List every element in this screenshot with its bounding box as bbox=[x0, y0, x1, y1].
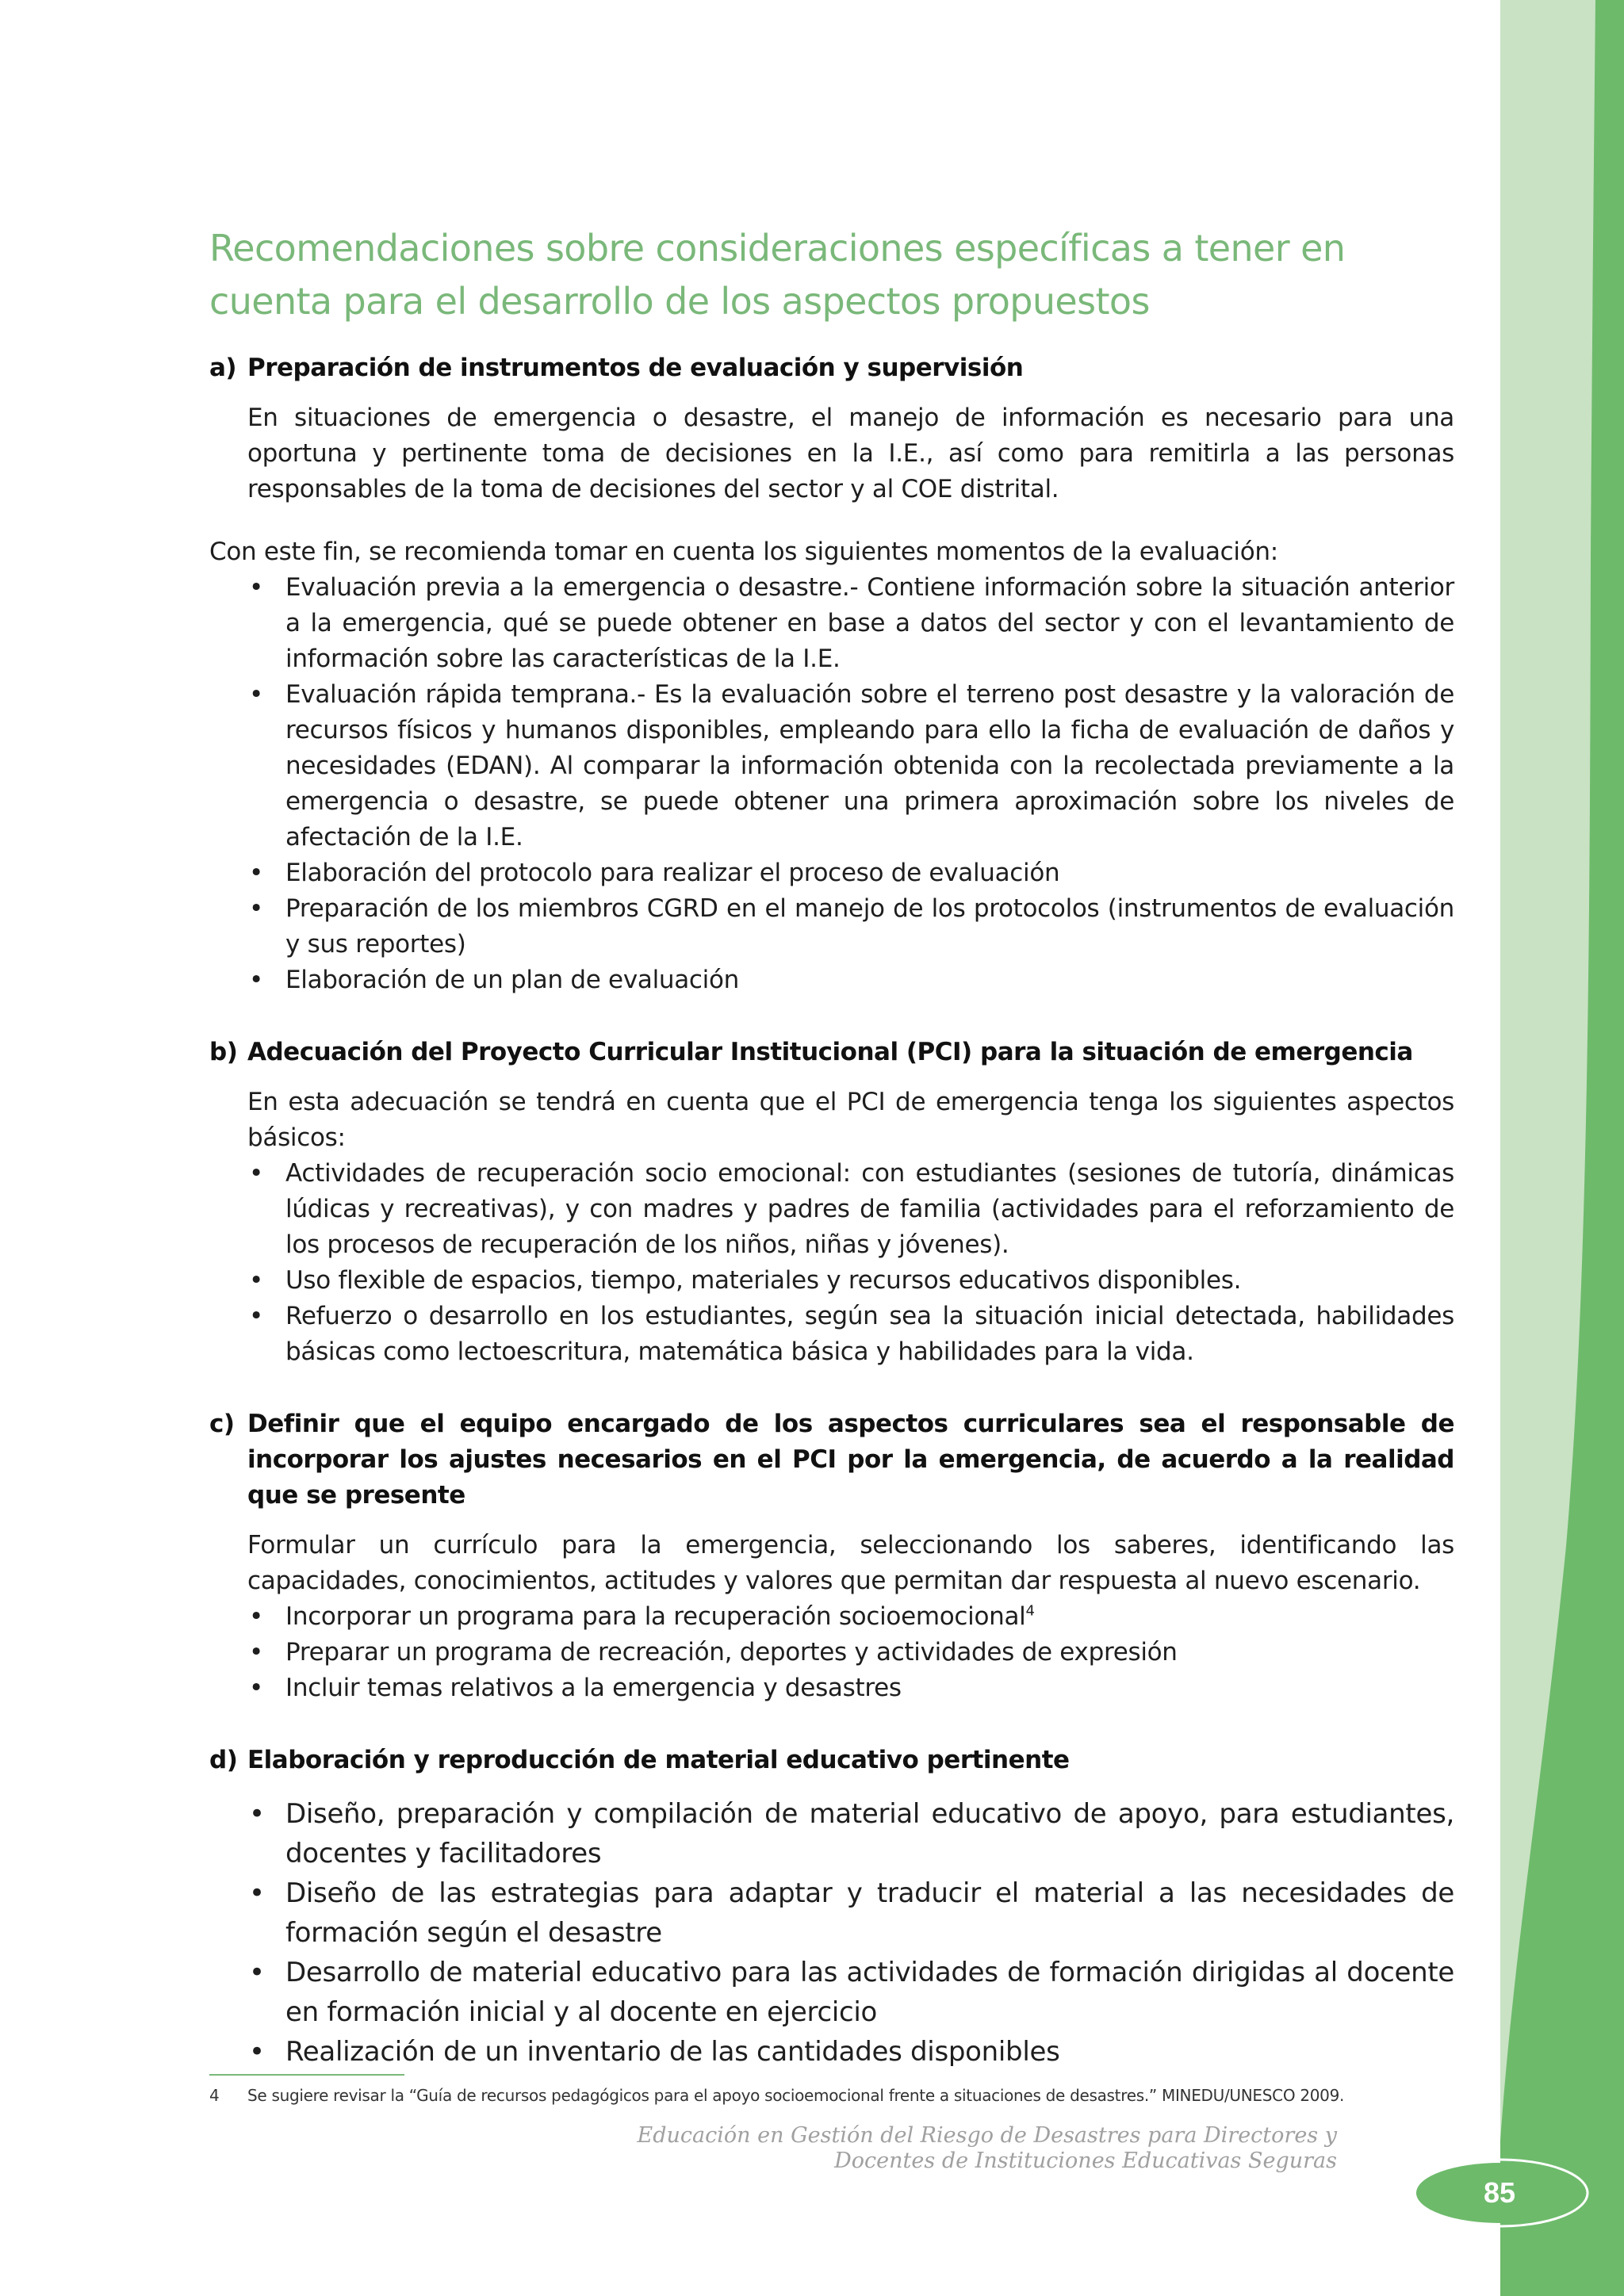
footnote bbox=[209, 2084, 1454, 2107]
bullet-icon: • bbox=[249, 1957, 265, 1988]
list-item-text: Refuerzo o desarrollo en los estudiantes, según sea la situación inicial detectada, habilidades básicas como lectoescritura, matemática básica y habilidades para la vida. bbox=[285, 1302, 1454, 1366]
list-item bbox=[247, 1953, 1454, 2032]
bullet-icon: • bbox=[249, 2036, 265, 2068]
bullet-icon: • bbox=[249, 1602, 263, 1631]
list-item-text: Diseño de las estrategias para adaptar y traducir el material a las necesidades de formación según el desastre bbox=[285, 1877, 1454, 1949]
page-title: Recomendaciones sobre consideraciones específicas a tener en cuenta para el desarrollo de los aspectos propuestos bbox=[209, 227, 1346, 323]
bullet-icon: • bbox=[249, 1877, 265, 1909]
section-b-title: Adecuación del Proyecto Curricular Institucional (PCI) para la situación de emergencia bbox=[247, 1038, 1413, 1066]
list-item-text: Incorporar un programa para la recuperación socioemocional bbox=[285, 1602, 1026, 1631]
section-a-lead: Con este fin, se recomienda tomar en cuenta los siguientes momentos de la evaluación: bbox=[209, 538, 1278, 566]
section-d-heading bbox=[209, 1743, 1454, 1778]
bullet-icon: • bbox=[249, 1159, 263, 1188]
bullet-icon: • bbox=[249, 859, 263, 887]
running-footer-line-2: Docentes de Instituciones Educativas Seguras bbox=[834, 2149, 1337, 2173]
section-c-heading bbox=[209, 1406, 1454, 1513]
list-item-text: Elaboración del protocolo para realizar el proceso de evaluación bbox=[285, 859, 1060, 887]
bullet-icon: • bbox=[249, 573, 263, 602]
section-b-list bbox=[209, 1156, 1454, 1370]
section-d-title: Elaboración y reproducción de material educativo pertinente bbox=[247, 1746, 1070, 1774]
section-d-list bbox=[209, 1794, 1454, 2072]
list-item-text: Elaboración de un plan de evaluación bbox=[285, 966, 739, 994]
list-item bbox=[247, 1299, 1454, 1370]
section-b-letter: b) bbox=[209, 1038, 238, 1066]
list-item-text: Actividades de recuperación socio emocional: con estudiantes (sesiones de tutoría, dinámicas lúdicas y recreativas), y con madres y padres de familia (actividades para el reforzamiento de los procesos de recuperación de los niños, niñas y jóvenes). bbox=[285, 1159, 1454, 1259]
section-b-intro: En esta adecuación se tendrá en cuenta que el PCI de emergencia tenga los siguientes aspectos básicos: bbox=[247, 1088, 1454, 1152]
section-c-letter: c) bbox=[209, 1410, 235, 1438]
list-item bbox=[247, 891, 1454, 962]
section-a-list bbox=[209, 570, 1454, 998]
list-item bbox=[247, 570, 1454, 677]
bullet-icon: • bbox=[249, 1798, 265, 1830]
list-item-text: Realización de un inventario de las cantidades disponibles bbox=[285, 2036, 1060, 2068]
list-item bbox=[247, 677, 1454, 855]
list-item-text: Preparar un programa de recreación, deportes y actividades de expresión bbox=[285, 1638, 1178, 1667]
list-item-text: Desarrollo de material educativo para las actividades de formación dirigidas al docente en formación inicial y al docente en ejercicio bbox=[285, 1957, 1454, 2028]
bullet-icon: • bbox=[249, 1302, 263, 1330]
list-item-text: Uso flexible de espacios, tiempo, materiales y recursos educativos disponibles. bbox=[285, 1266, 1242, 1295]
footnote-number: 4 bbox=[209, 2086, 220, 2105]
list-item bbox=[247, 2032, 1454, 2072]
list-item-text: Evaluación rápida temprana.- Es la evaluación sobre el terreno post desastre y la valoración de recursos físicos y humanos disponibles, empleando para ello la ficha de evaluación de daños y necesidades (EDAN). Al comparar la información obtenida con la recolectada previamente a la emergencia o desastre, se puede obtener una primera aproximación sobre los niveles de afectación de la I.E. bbox=[285, 680, 1454, 851]
running-footer bbox=[638, 2123, 1337, 2174]
section-c-intro: Formular un currículo para la emergencia, seleccionando los saberes, identificando las capacidades, conocimientos, actitudes y valores que permitan dar respuesta al nuevo escenario. bbox=[247, 1531, 1454, 1595]
section-a-title: Preparación de instrumentos de evaluación y supervisión bbox=[247, 354, 1024, 382]
bullet-icon: • bbox=[249, 1266, 263, 1295]
bullet-icon: • bbox=[249, 966, 263, 994]
page-number: 85 bbox=[1483, 2176, 1516, 2209]
section-a-heading bbox=[209, 350, 1454, 386]
section-a-letter: a) bbox=[209, 354, 237, 382]
list-item-text: Diseño, preparación y compilación de material educativo de apoyo, para estudiantes, docentes y facilitadores bbox=[285, 1798, 1454, 1869]
list-item-text: Preparación de los miembros CGRD en el manejo de los protocolos (instrumentos de evaluación y sus reportes) bbox=[285, 894, 1454, 959]
running-footer-line-1: Educación en Gestión del Riesgo de Desastres para Directores y bbox=[637, 2123, 1337, 2148]
section-b-heading bbox=[209, 1035, 1454, 1070]
section-a-intro: En situaciones de emergencia o desastre, el manejo de información es necesario para una oportuna y pertinente toma de decisiones en la I.E., así como para remitirla a las personas responsables de la toma de decisiones del sector y al COE distrital. bbox=[247, 404, 1454, 503]
section-c-list bbox=[209, 1599, 1454, 1706]
list-item bbox=[247, 1599, 1454, 1635]
section-c-title: Definir que el equipo encargado de los aspectos curriculares sea el responsable de incorporar los ajustes necesarios en el PCI por la emergencia, de acuerdo a la realidad que se presente bbox=[247, 1410, 1454, 1510]
bullet-icon: • bbox=[249, 1674, 263, 1702]
list-item bbox=[247, 1635, 1454, 1670]
main-content bbox=[209, 222, 1454, 2072]
bullet-icon: • bbox=[249, 894, 263, 923]
list-item bbox=[247, 855, 1454, 891]
section-d-letter: d) bbox=[209, 1746, 238, 1774]
list-item bbox=[247, 962, 1454, 998]
bullet-icon: • bbox=[249, 1638, 263, 1667]
list-item bbox=[247, 1670, 1454, 1706]
footnote-reference: 4 bbox=[1025, 1602, 1035, 1620]
list-item bbox=[247, 1156, 1454, 1263]
footnote-divider bbox=[209, 2074, 404, 2076]
list-item bbox=[247, 1263, 1454, 1299]
list-item bbox=[247, 1873, 1454, 1953]
list-item-text: Evaluación previa a la emergencia o desastre.- Contiene información sobre la situación anterior a la emergencia, qué se puede obtener en base a datos del sector y con el levantamiento de información sobre las características de la I.E. bbox=[285, 573, 1454, 673]
list-item bbox=[247, 1794, 1454, 1873]
footnote-text: Se sugiere revisar la “Guía de recursos pedagógicos para el apoyo socioemocional frente a situaciones de desastres.” MINEDU/UNESCO 2009. bbox=[247, 2086, 1345, 2105]
list-item-text: Incluir temas relativos a la emergencia y desastres bbox=[285, 1674, 902, 1702]
bullet-icon: • bbox=[249, 680, 263, 709]
